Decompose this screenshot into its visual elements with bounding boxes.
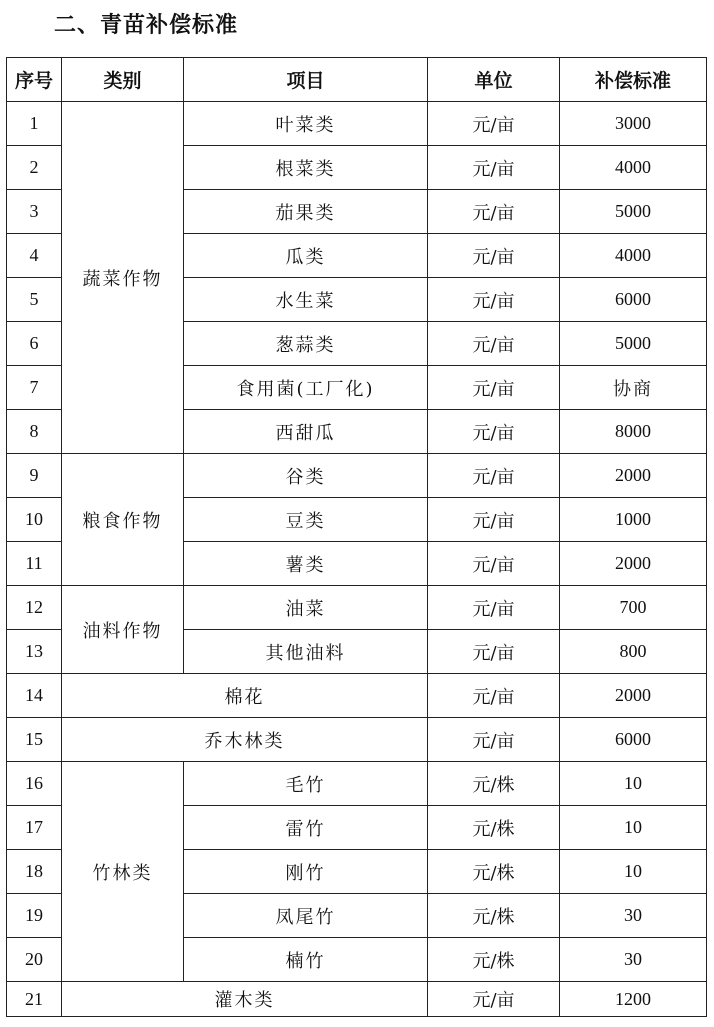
row-no: 4: [7, 234, 62, 278]
row-item: 薯类: [184, 542, 428, 586]
row-no: 21: [7, 982, 62, 1017]
row-standard: 6000: [560, 718, 707, 762]
row-standard: 协商: [560, 366, 707, 410]
row-item: 楠竹: [184, 938, 428, 982]
row-no: 13: [7, 630, 62, 674]
row-unit: 元/株: [428, 762, 560, 806]
row-item: 葱蒜类: [184, 322, 428, 366]
header-item: 项目: [184, 58, 428, 102]
row-no: 17: [7, 806, 62, 850]
row-no: 2: [7, 146, 62, 190]
row-unit: 元/株: [428, 850, 560, 894]
row-standard: 800: [560, 630, 707, 674]
row-unit: 元/亩: [428, 982, 560, 1017]
category-cell-oil: 油料作物: [62, 586, 184, 674]
row-item: 谷类: [184, 454, 428, 498]
table-row: [7, 586, 707, 630]
table-row: [7, 102, 707, 146]
category-cell-grain: 粮食作物: [62, 454, 184, 586]
row-no: 6: [7, 322, 62, 366]
row-unit: 元/亩: [428, 718, 560, 762]
row-item: 茄果类: [184, 190, 428, 234]
row-no: 16: [7, 762, 62, 806]
row-standard: 10: [560, 806, 707, 850]
row-unit: 元/株: [428, 894, 560, 938]
table-row: [7, 762, 707, 806]
row-item: 水生菜: [184, 278, 428, 322]
row-standard: 5000: [560, 190, 707, 234]
row-no: 18: [7, 850, 62, 894]
row-item: 瓜类: [184, 234, 428, 278]
row-no: 11: [7, 542, 62, 586]
row-unit: 元/亩: [428, 278, 560, 322]
row-standard: 4000: [560, 146, 707, 190]
row-unit: 元/亩: [428, 146, 560, 190]
row-unit: 元/株: [428, 806, 560, 850]
row-standard: 3000: [560, 102, 707, 146]
row-unit: 元/亩: [428, 190, 560, 234]
table-row: [7, 718, 707, 762]
row-unit: 元/亩: [428, 410, 560, 454]
row-unit: 元/亩: [428, 586, 560, 630]
row-item-merged: 棉花: [62, 674, 428, 718]
row-item: 豆类: [184, 498, 428, 542]
row-standard: 30: [560, 938, 707, 982]
row-item-merged: 乔木林类: [62, 718, 428, 762]
row-no: 15: [7, 718, 62, 762]
table-row: [7, 982, 707, 1017]
row-unit: 元/亩: [428, 102, 560, 146]
row-standard: 8000: [560, 410, 707, 454]
row-standard: 2000: [560, 674, 707, 718]
row-item: 其他油料: [184, 630, 428, 674]
row-no: 14: [7, 674, 62, 718]
row-unit: 元/亩: [428, 498, 560, 542]
row-item: 油菜: [184, 586, 428, 630]
row-item-merged: 灌木类: [62, 982, 428, 1017]
row-no: 9: [7, 454, 62, 498]
row-standard: 700: [560, 586, 707, 630]
compensation-table: [6, 57, 707, 1017]
row-no: 19: [7, 894, 62, 938]
table-header-row: [7, 58, 707, 102]
category-cell-veg: 蔬菜作物: [62, 102, 184, 454]
category-cell-bamboo: 竹林类: [62, 762, 184, 982]
row-standard: 1200: [560, 982, 707, 1017]
row-standard: 10: [560, 762, 707, 806]
table-row: [7, 454, 707, 498]
section-title: 二、青苗补偿标准: [54, 13, 239, 38]
row-unit: 元/亩: [428, 630, 560, 674]
row-item: 根菜类: [184, 146, 428, 190]
row-no: 20: [7, 938, 62, 982]
row-item: 食用菌(工厂化): [184, 366, 428, 410]
row-item: 西甜瓜: [184, 410, 428, 454]
row-no: 7: [7, 366, 62, 410]
row-item: 毛竹: [184, 762, 428, 806]
header-no: 序号: [7, 58, 62, 102]
row-no: 8: [7, 410, 62, 454]
row-standard: 2000: [560, 542, 707, 586]
row-unit: 元/亩: [428, 366, 560, 410]
row-unit: 元/亩: [428, 322, 560, 366]
header-unit: 单位: [428, 58, 560, 102]
row-no: 12: [7, 586, 62, 630]
row-standard: 30: [560, 894, 707, 938]
row-standard: 6000: [560, 278, 707, 322]
row-no: 3: [7, 190, 62, 234]
row-unit: 元/亩: [428, 542, 560, 586]
row-no: 5: [7, 278, 62, 322]
row-standard: 10: [560, 850, 707, 894]
row-item: 雷竹: [184, 806, 428, 850]
header-standard: 补偿标准: [560, 58, 707, 102]
row-standard: 5000: [560, 322, 707, 366]
row-item: 叶菜类: [184, 102, 428, 146]
row-standard: 1000: [560, 498, 707, 542]
table-row: [7, 674, 707, 718]
header-category: 类别: [62, 58, 184, 102]
row-standard: 4000: [560, 234, 707, 278]
row-standard: 2000: [560, 454, 707, 498]
row-unit: 元/株: [428, 938, 560, 982]
row-no: 10: [7, 498, 62, 542]
row-unit: 元/亩: [428, 234, 560, 278]
row-item: 凤尾竹: [184, 894, 428, 938]
row-no: 1: [7, 102, 62, 146]
row-item: 刚竹: [184, 850, 428, 894]
row-unit: 元/亩: [428, 674, 560, 718]
row-unit: 元/亩: [428, 454, 560, 498]
